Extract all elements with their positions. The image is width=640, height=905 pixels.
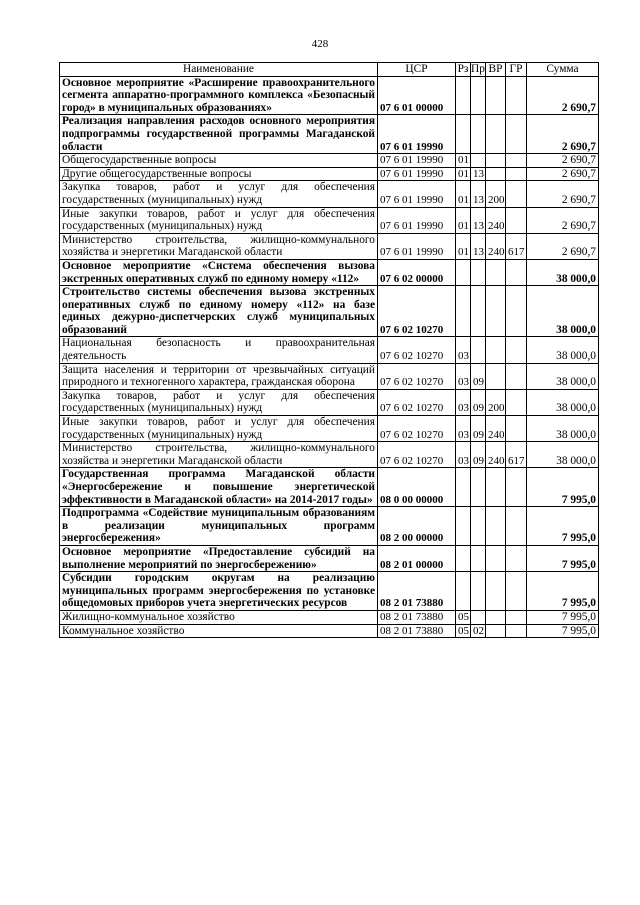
cell-sum: 38 000,0 [527, 337, 599, 363]
cell-pr [471, 154, 486, 168]
cell-pr: 13 [471, 207, 486, 233]
cell-csr: 07 6 01 19990 [378, 115, 456, 154]
cell-rz [456, 545, 471, 571]
cell-sum: 7 995,0 [527, 545, 599, 571]
cell-sum: 7 995,0 [527, 572, 599, 611]
cell-vr: 200 [486, 181, 506, 207]
cell-gr [506, 507, 527, 546]
cell-sum: 38 000,0 [527, 416, 599, 442]
table-row [60, 572, 599, 611]
table-body [60, 76, 599, 638]
cell-rz: 01 [456, 181, 471, 207]
cell-sum: 7 995,0 [527, 610, 599, 624]
cell-vr [486, 167, 506, 181]
cell-vr [486, 76, 506, 115]
cell-sum: 2 690,7 [527, 115, 599, 154]
header-name: Наименование [60, 63, 378, 77]
cell-csr: 07 6 02 10270 [378, 442, 456, 468]
cell-gr [506, 468, 527, 507]
cell-csr: 07 6 02 10270 [378, 337, 456, 363]
cell-pr: 09 [471, 363, 486, 389]
cell-pr [471, 610, 486, 624]
table-row [60, 442, 599, 468]
cell-csr: 08 0 00 00000 [378, 468, 456, 507]
cell-vr [486, 154, 506, 168]
cell-pr [471, 572, 486, 611]
cell-pr: 09 [471, 389, 486, 415]
table-row [60, 545, 599, 571]
cell-pr [471, 286, 486, 337]
cell-pr [471, 507, 486, 546]
cell-sum: 38 000,0 [527, 442, 599, 468]
cell-vr [486, 610, 506, 624]
header-sum: Сумма [527, 63, 599, 77]
cell-sum: 2 690,7 [527, 207, 599, 233]
cell-csr: 07 6 02 10270 [378, 363, 456, 389]
cell-gr [506, 154, 527, 168]
table-row [60, 416, 599, 442]
cell-vr: 240 [486, 416, 506, 442]
cell-gr [506, 610, 527, 624]
cell-vr [486, 286, 506, 337]
cell-vr [486, 363, 506, 389]
cell-pr: 09 [471, 416, 486, 442]
cell-name: Иные закупки товаров, работ и услуг для обеспечения государственных (муниципальных) нужд [60, 416, 378, 442]
table-row [60, 468, 599, 507]
cell-rz: 01 [456, 207, 471, 233]
table-row [60, 154, 599, 168]
cell-name: Субсидии городским округам на реализацию муниципальных программ энергосбережения по установке общедомовых приборов учета энергетических ресурсов [60, 572, 378, 611]
cell-csr: 07 6 02 10270 [378, 389, 456, 415]
cell-pr: 13 [471, 233, 486, 259]
header-pr: Пр [471, 63, 485, 75]
cell-gr [506, 115, 527, 154]
header-csr: ЦСР [378, 63, 456, 77]
cell-vr [486, 507, 506, 546]
table-row [60, 233, 599, 259]
cell-name: Иные закупки товаров, работ и услуг для обеспечения государственных (муниципальных) нужд [60, 207, 378, 233]
cell-csr: 07 6 01 19990 [378, 154, 456, 168]
cell-pr: 13 [471, 181, 486, 207]
cell-name: Основное мероприятие «Система обеспечения вызова экстренных оперативных служб по единому номеру «112» [60, 259, 378, 285]
cell-sum: 2 690,7 [527, 181, 599, 207]
table-header-row [60, 63, 599, 77]
cell-gr [506, 181, 527, 207]
cell-pr: 13 [471, 167, 486, 181]
cell-rz: 03 [456, 363, 471, 389]
cell-pr [471, 259, 486, 285]
cell-pr: 09 [471, 442, 486, 468]
cell-csr: 08 2 00 00000 [378, 507, 456, 546]
cell-gr [506, 545, 527, 571]
cell-gr [506, 207, 527, 233]
cell-name: Основное мероприятие «Предоставление субсидий на выполнение мероприятий по энергосбережению» [60, 545, 378, 571]
cell-name: Закупка товаров, работ и услуг для обеспечения государственных (муниципальных) нужд [60, 181, 378, 207]
cell-pr [471, 115, 486, 154]
cell-vr [486, 337, 506, 363]
cell-gr [506, 572, 527, 611]
cell-name: Общегосударственные вопросы [60, 154, 378, 168]
cell-pr [471, 468, 486, 507]
cell-sum: 38 000,0 [527, 286, 599, 337]
cell-sum: 38 000,0 [527, 363, 599, 389]
cell-rz: 01 [456, 154, 471, 168]
cell-csr: 07 6 02 00000 [378, 259, 456, 285]
cell-name: Подпрограмма «Содействие муниципальным образованиям в реализации муниципальных программ энергосбережения» [60, 507, 378, 546]
cell-vr: 240 [486, 207, 506, 233]
cell-sum: 38 000,0 [527, 259, 599, 285]
table-row [60, 363, 599, 389]
cell-sum: 7 995,0 [527, 624, 599, 638]
cell-csr: 08 2 01 73880 [378, 572, 456, 611]
cell-rz: 05 [456, 610, 471, 624]
cell-sum: 2 690,7 [527, 233, 599, 259]
table-row [60, 207, 599, 233]
cell-sum: 2 690,7 [527, 154, 599, 168]
cell-rz: 03 [456, 389, 471, 415]
cell-csr: 07 6 01 19990 [378, 167, 456, 181]
cell-name: Основное мероприятие «Расширение правоохранительного сегмента аппаратно-программного комплекса «Безопасный город» в муниципальных образованиях» [60, 76, 378, 115]
table-row [60, 259, 599, 285]
cell-vr: 240 [486, 442, 506, 468]
cell-pr [471, 76, 486, 115]
cell-csr: 07 6 01 19990 [378, 233, 456, 259]
cell-rz [456, 507, 471, 546]
cell-csr: 07 6 01 19990 [378, 181, 456, 207]
cell-pr: 02 [471, 624, 486, 638]
cell-vr [486, 115, 506, 154]
cell-rz: 01 [456, 167, 471, 181]
cell-gr [506, 624, 527, 638]
cell-sum: 2 690,7 [527, 167, 599, 181]
cell-rz [456, 286, 471, 337]
cell-name: Реализация направления расходов основного мероприятия подпрограммы государственной программы Магаданской области [60, 115, 378, 154]
cell-pr [471, 545, 486, 571]
table-row [60, 337, 599, 363]
cell-csr: 07 6 02 10270 [378, 416, 456, 442]
cell-rz: 03 [456, 416, 471, 442]
cell-name: Национальная безопасность и правоохранительная деятельность [60, 337, 378, 363]
cell-sum: 38 000,0 [527, 389, 599, 415]
cell-csr: 08 2 01 00000 [378, 545, 456, 571]
cell-gr [506, 286, 527, 337]
cell-gr [506, 416, 527, 442]
cell-name: Защита населения и территории от чрезвычайных ситуаций природного и техногенного характера, гражданская оборона [60, 363, 378, 389]
table-row [60, 610, 599, 624]
cell-rz [456, 468, 471, 507]
table-row [60, 76, 599, 115]
cell-rz: 03 [456, 337, 471, 363]
cell-csr: 07 6 02 10270 [378, 286, 456, 337]
cell-vr [486, 545, 506, 571]
cell-sum: 7 995,0 [527, 507, 599, 546]
cell-name: Жилищно-коммунальное хозяйство [60, 610, 378, 624]
cell-vr: 240 [486, 233, 506, 259]
cell-name: Министерство строительства, жилищно-коммунального хозяйства и энергетики Магаданской области [60, 233, 378, 259]
cell-vr [486, 624, 506, 638]
cell-rz [456, 259, 471, 285]
cell-pr [471, 337, 486, 363]
cell-sum: 2 690,7 [527, 76, 599, 115]
cell-rz [456, 572, 471, 611]
table-row [60, 286, 599, 337]
cell-name: Коммунальное хозяйство [60, 624, 378, 638]
cell-name: Строительство системы обеспечения вызова экстренных оперативных служб по единому номеру «112» на базе единых дежурно-диспетчерских служб муниципальных образований [60, 286, 378, 337]
table-row [60, 115, 599, 154]
cell-rz [456, 115, 471, 154]
cell-rz: 03 [456, 442, 471, 468]
cell-csr: 08 2 01 73880 [378, 610, 456, 624]
cell-name: Министерство строительства, жилищно-коммунального хозяйства и энергетики Магаданской области [60, 442, 378, 468]
cell-gr [506, 167, 527, 181]
cell-vr [486, 572, 506, 611]
cell-gr [506, 363, 527, 389]
cell-vr [486, 468, 506, 507]
cell-gr: 617 [506, 233, 527, 259]
cell-gr [506, 76, 527, 115]
cell-sum: 7 995,0 [527, 468, 599, 507]
cell-name: Другие общегосударственные вопросы [60, 167, 378, 181]
cell-gr [506, 337, 527, 363]
cell-rz: 01 [456, 233, 471, 259]
header-vr: ВР [486, 63, 506, 77]
cell-gr [506, 389, 527, 415]
budget-table [59, 62, 599, 638]
cell-rz [456, 76, 471, 115]
cell-name: Государственная программа Магаданской области «Энергосбережение и повышение энергетической эффективности в Магаданской области» на 2014-2017 годы» [60, 468, 378, 507]
cell-rz: 05 [456, 624, 471, 638]
table-row [60, 167, 599, 181]
cell-name: Закупка товаров, работ и услуг для обеспечения государственных (муниципальных) нужд [60, 389, 378, 415]
cell-gr [506, 259, 527, 285]
page-number: 428 [311, 38, 329, 50]
cell-vr: 200 [486, 389, 506, 415]
cell-vr [486, 259, 506, 285]
table-row [60, 507, 599, 546]
cell-csr: 07 6 01 19990 [378, 207, 456, 233]
header-gr: ГР [506, 63, 527, 77]
table-row [60, 389, 599, 415]
cell-csr: 08 2 01 73880 [378, 624, 456, 638]
table-row [60, 181, 599, 207]
header-rz: Рз [456, 63, 471, 77]
table-row [60, 624, 599, 638]
cell-gr: 617 [506, 442, 527, 468]
cell-csr: 07 6 01 00000 [378, 76, 456, 115]
